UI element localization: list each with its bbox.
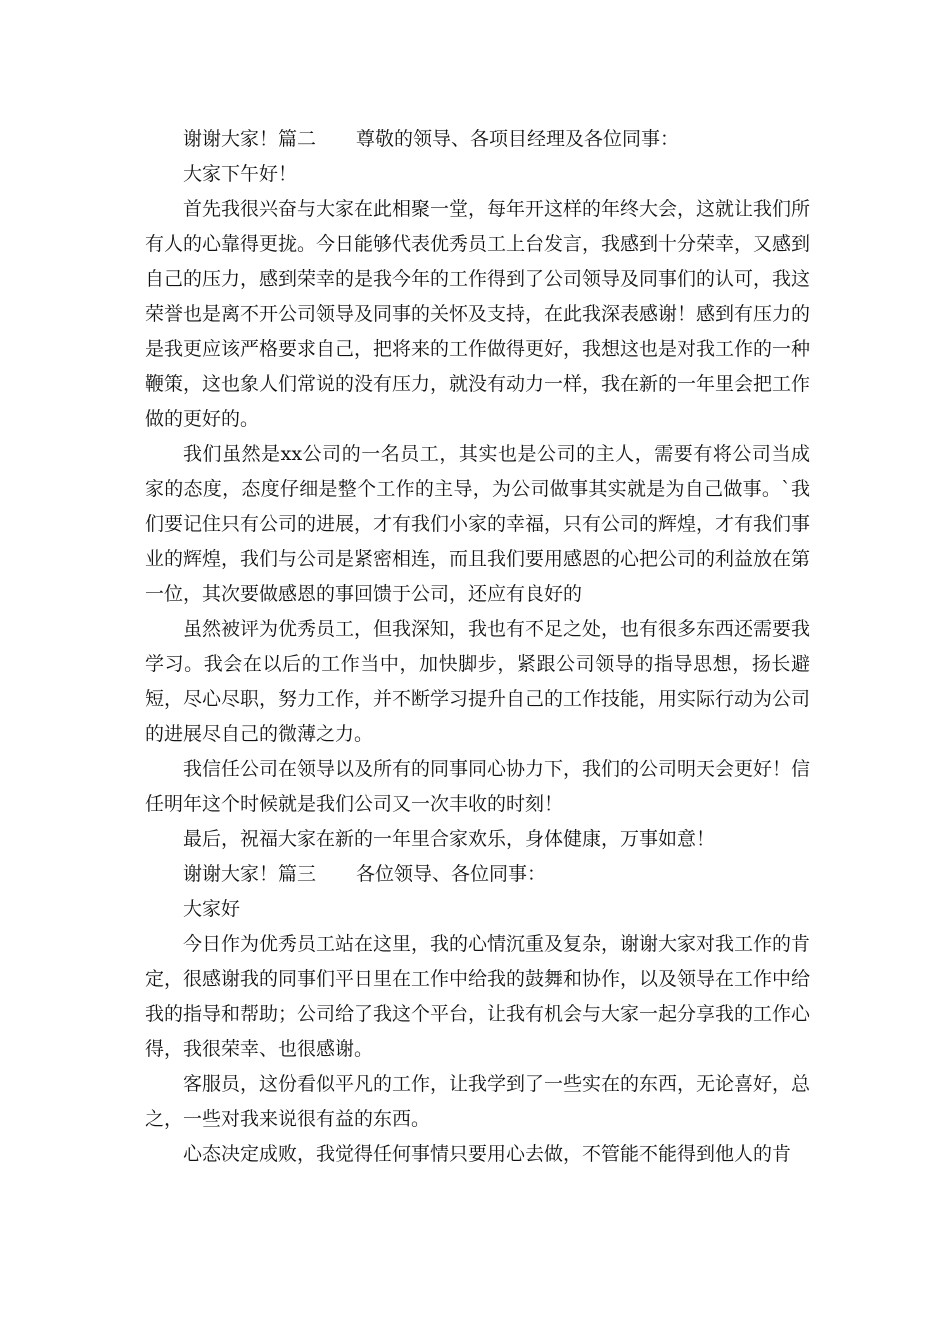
- salutation-part3: 各位领导、各位同事：: [356, 863, 547, 885]
- paragraph-greeting: 大家下午好！: [183, 163, 298, 185]
- paragraph-text: 我们虽然是xx公司的一名员工，其实也是公司的主人，需要有将公司当成家的态度，态度仔细是整个工作的主导，为公司做事其实就是为自己做事。`我们要记住只有公司的进展，才有我们小家的幸福，只有公司的辉煌，才有我们事业的辉煌，我们与公司是紧密相连，而且我们要用感恩的心把公司的利益放在第一位，其次要做感恩的事回馈于公司，还应有良好的: [145, 443, 811, 605]
- paragraph-heading-part2: [145, 122, 810, 157]
- paragraph-heading-part3: [145, 857, 810, 892]
- heading-thanks-part2: 谢谢大家！篇二: [183, 128, 317, 150]
- heading-thanks-part3: 谢谢大家！篇三: [183, 863, 317, 885]
- document-body: [145, 122, 810, 1172]
- salutation-part2: 尊敬的领导、各项目经理及各位同事：: [356, 128, 680, 150]
- paragraph-text: 我信任公司在领导以及所有的同事同心协力下，我们的公司明天会更好！信任明年这个时候就是我们公司又一次丰收的时刻！: [145, 758, 811, 815]
- paragraph-text: 客服员，这份看似平凡的工作，让我学到了一些实在的东西，无论喜好，总之，一些对我来说很有益的东西。: [145, 1073, 811, 1130]
- paragraph-text: 心态决定成败，我觉得任何事情只要用心去做，不管能不能得到他人的肯: [183, 1143, 792, 1165]
- paragraph-greeting: 大家好: [183, 898, 241, 920]
- paragraph-text: 最后，祝福大家在新的一年里合家欢乐，身体健康，万事如意！: [183, 828, 716, 850]
- paragraph-text: 今日作为优秀员工站在这里，我的心情沉重及复杂，谢谢大家对我工作的肯定，很感谢我的同事们平日里在工作中给我的鼓舞和协作，以及领导在工作中给我的指导和帮助；公司给了我这个平台，让我有机会与大家一起分享我的工作心得，我很荣幸、也很感谢。: [145, 933, 811, 1060]
- paragraph-text: 首先我很兴奋与大家在此相聚一堂，每年开这样的年终大会，这就让我们所有人的心靠得更拢。今日能够代表优秀员工上台发言，我感到十分荣幸，又感到自己的压力，感到荣幸的是我今年的工作得到了公司领导及同事们的认可，我这荣誉也是离不开公司领导及同事的关怀及支持，在此我深表感谢！感到有压力的是我更应该严格要求自己，把将来的工作做得更好，我想这也是对我工作的一种鞭策，这也象人们常说的没有压力，就没有动力一样，我在新的一年里会把工作做的更好的。: [145, 198, 811, 430]
- paragraph-text: 虽然被评为优秀员工，但我深知，我也有不足之处，也有很多东西还需要我学习。我会在以后的工作当中，加快脚步，紧跟公司领导的指导思想，扬长避短，尽心尽职，努力工作，并不断学习提升自己的工作技能，用实际行动为公司的进展尽自己的微薄之力。: [145, 618, 811, 745]
